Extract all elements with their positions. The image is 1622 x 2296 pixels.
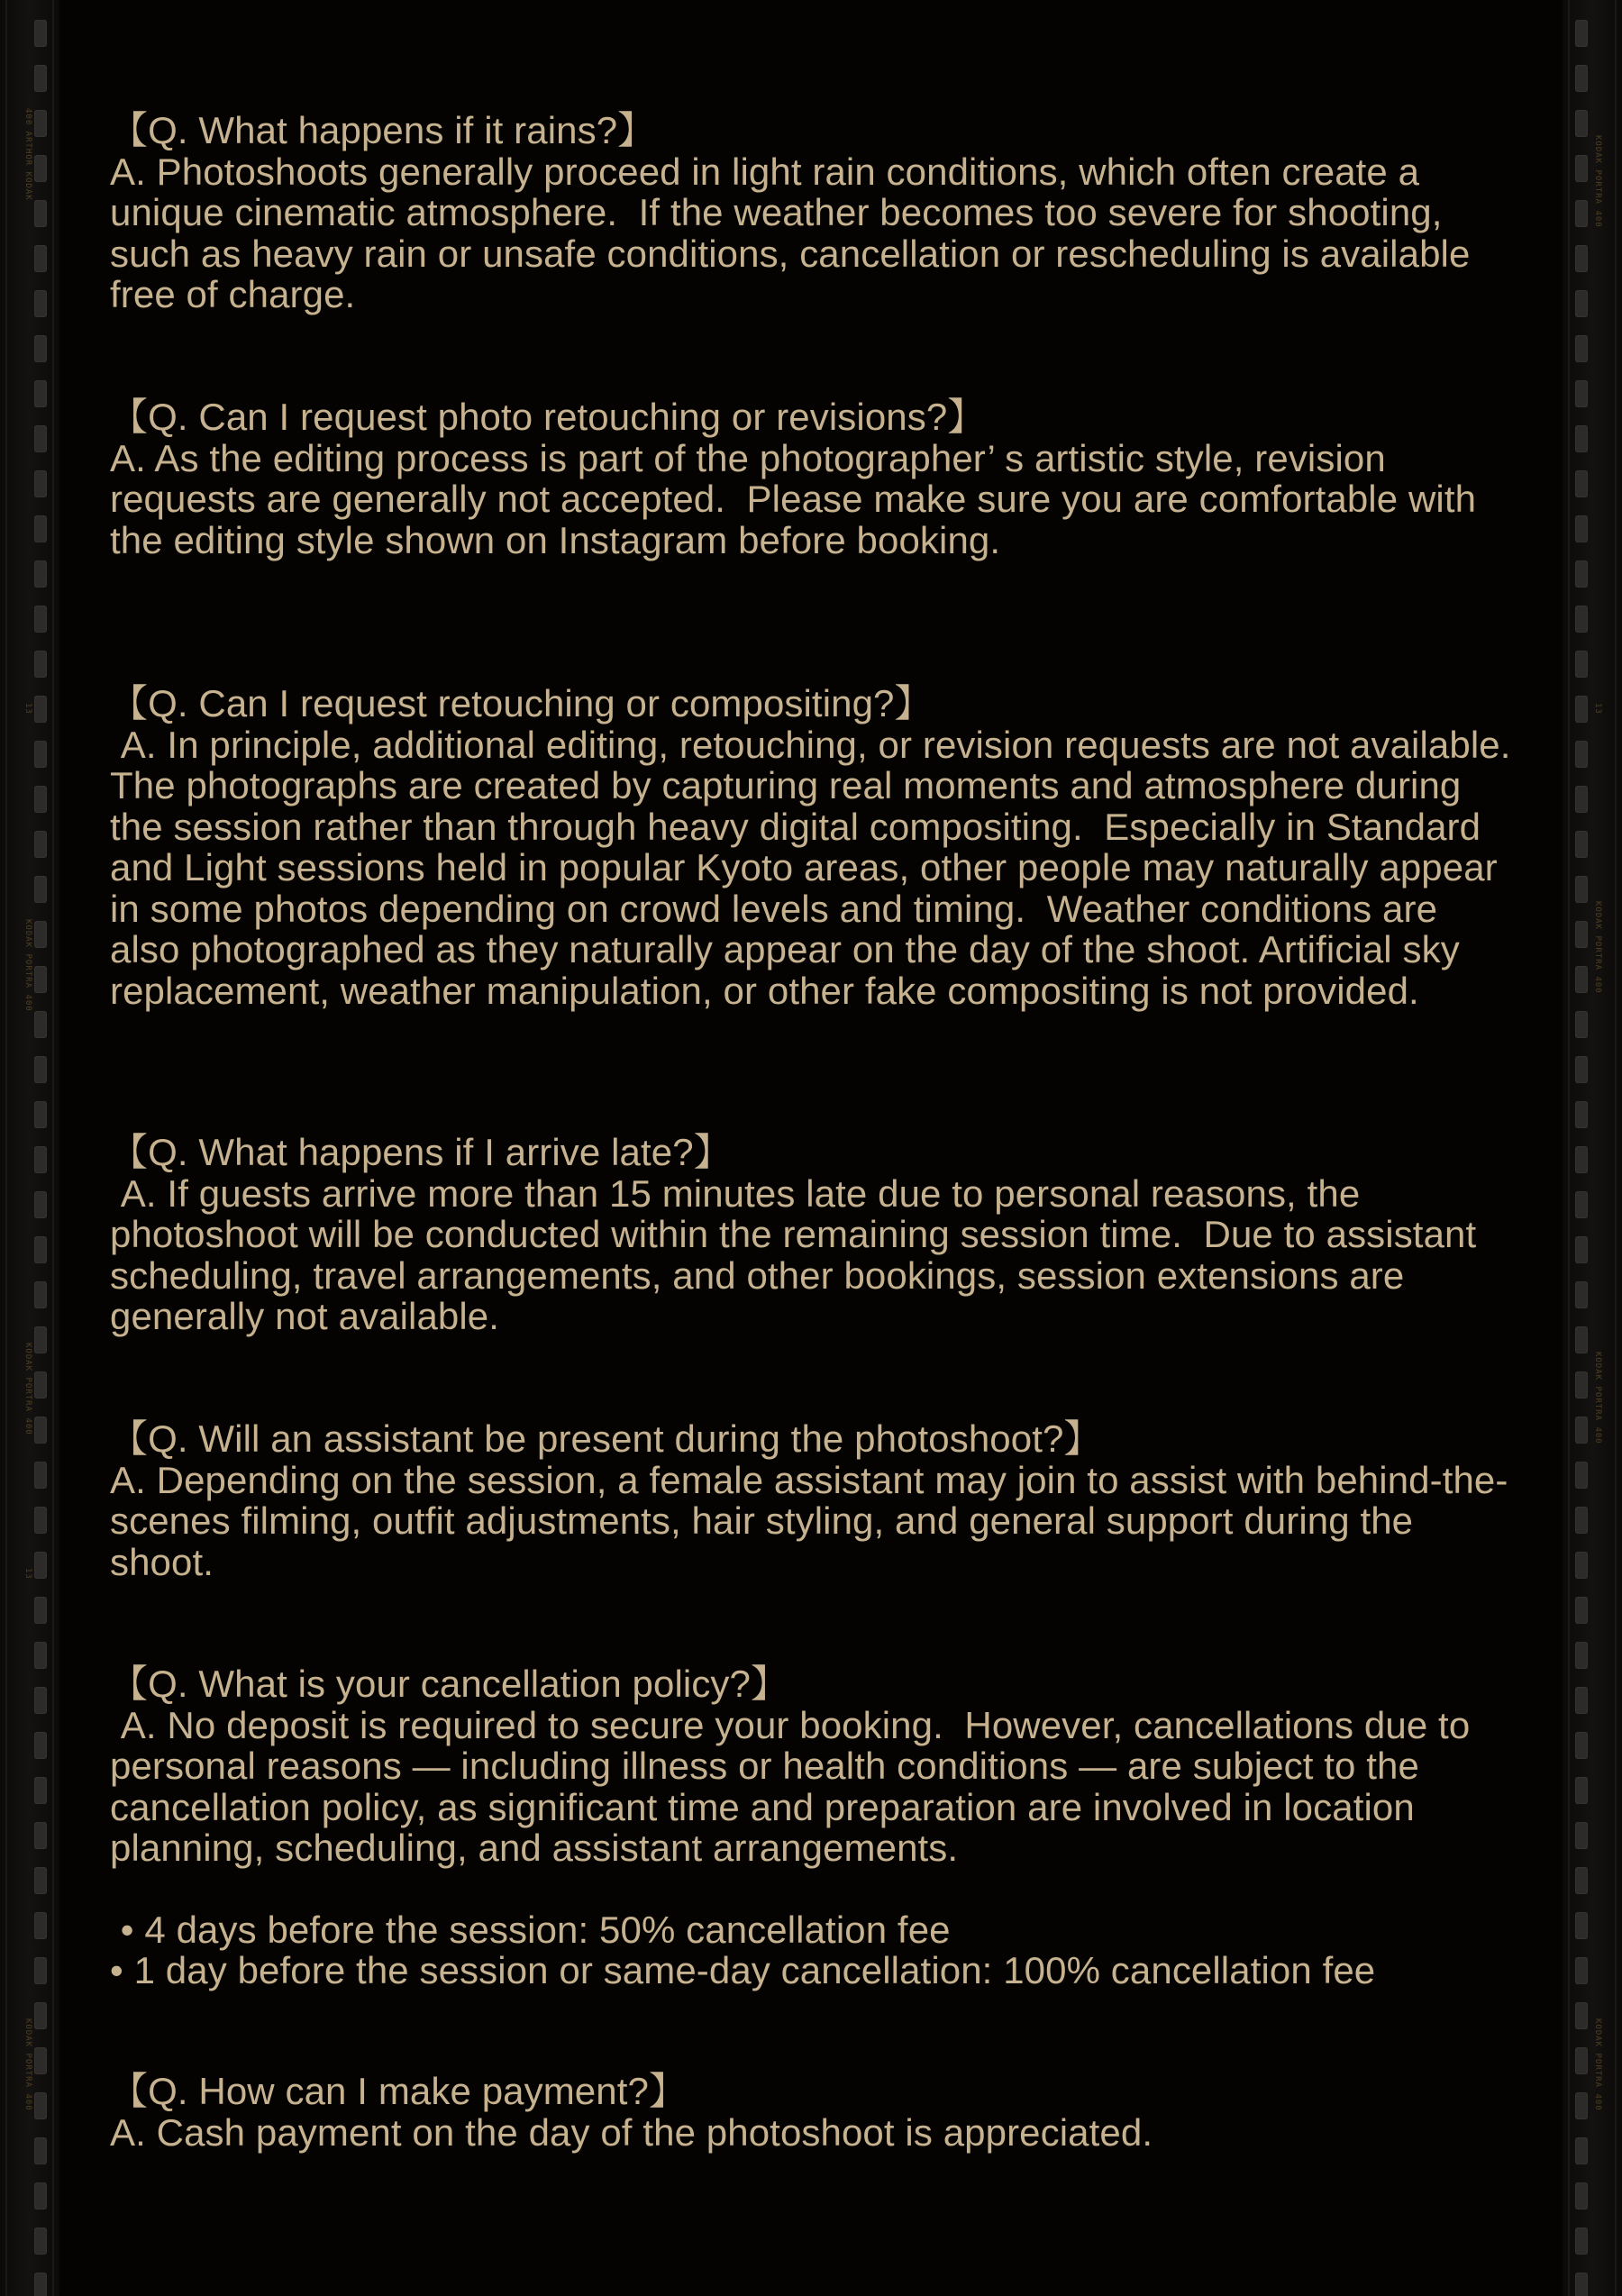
faq-question: 【Q. How can I make payment?】 — [110, 2070, 688, 2112]
film-sprocket-hole — [1575, 606, 1588, 633]
faq-question: 【Q. What happens if I arrive late?】 — [110, 1131, 732, 1173]
film-sprocket-hole — [1575, 470, 1588, 497]
film-sprocket-hole — [34, 921, 47, 948]
film-sprocket-hole — [34, 606, 47, 633]
film-sprocket-hole — [1575, 1732, 1588, 1759]
film-edge-right — [1563, 0, 1622, 2296]
film-sprocket-hole — [1575, 921, 1588, 948]
film-sprocket-hole — [34, 1957, 47, 1984]
film-sprocket-hole — [34, 2137, 47, 2164]
edge-print: KODAK PORTRA 400 — [1593, 135, 1602, 228]
film-sprocket-hole — [1575, 335, 1588, 362]
faq-item-payment — [110, 2071, 1516, 2153]
faq-item-retouching-revisions — [110, 396, 1516, 560]
film-sprocket-hole — [1575, 200, 1588, 227]
faq-item-retouching-compositing — [110, 682, 1532, 1012]
film-sprocket-hole — [1575, 515, 1588, 542]
film-sprocket-hole — [1575, 2273, 1588, 2296]
faq-item-cancellation — [110, 1663, 1516, 1991]
faq-question: 【Q. Can I request photo retouching or revisions?】 — [110, 396, 986, 438]
film-sprocket-hole — [1575, 1912, 1588, 1939]
faq-question: 【Q. What happens if it rains?】 — [110, 109, 656, 151]
film-sprocket-hole — [1575, 2182, 1588, 2209]
film-sprocket-hole — [34, 20, 47, 47]
edge-print: KODAK PORTRA 400 — [23, 2018, 32, 2111]
film-sprocket-hole — [34, 1326, 47, 1353]
film-sprocket-hole — [34, 1146, 47, 1173]
film-sprocket-hole — [34, 1236, 47, 1263]
film-sprocket-hole — [34, 1912, 47, 1939]
faq-answer: A. In principle, additional editing, retouching, or revision requests are not available. The photographs are created by capturing real moments and atmosphere during the session rather than through heavy digital compositing. Especially in Standard and Light sessions held in popular Kyoto areas, other people may naturally appear in some photos depending on crowd levels and timing. Weather conditions are also photographed as they naturally appear on the day of the shoot. Artificial sky replacement, weather manipulation, or other fake compositing is not provided. — [110, 723, 1532, 1012]
film-sprocket-hole — [34, 515, 47, 542]
film-sprocket-hole — [34, 380, 47, 407]
film-sprocket-hole — [34, 1462, 47, 1489]
edge-print: KODAK PORTRA 400 — [1593, 1352, 1602, 1444]
edge-print: 13 — [23, 703, 32, 715]
film-edge-left — [0, 0, 59, 2296]
film-sprocket-hole — [34, 1597, 47, 1624]
list-item: • 4 days before the session: 50% cancellation fee — [110, 1908, 951, 1951]
film-sprocket-hole — [1575, 110, 1588, 137]
film-sprocket-hole — [1575, 1462, 1588, 1489]
film-sprocket-hole — [34, 1191, 47, 1218]
film-sprocket-hole — [34, 1867, 47, 1894]
film-sprocket-hole — [1575, 2137, 1588, 2164]
film-sprocket-hole — [1575, 1101, 1588, 1128]
edge-line — [52, 0, 54, 2296]
film-sprocket-hole — [1575, 1371, 1588, 1399]
film-sprocket-hole — [34, 876, 47, 903]
film-sprocket-hole — [34, 696, 47, 723]
film-sprocket-hole — [34, 1417, 47, 1444]
film-sprocket-hole — [34, 245, 47, 272]
film-sprocket-hole — [34, 1507, 47, 1534]
film-sprocket-hole — [34, 1822, 47, 1849]
film-sprocket-hole — [1575, 1957, 1588, 1984]
film-sprocket-hole — [1575, 1056, 1588, 1083]
film-sprocket-hole — [34, 2228, 47, 2255]
film-sprocket-hole — [1575, 831, 1588, 858]
film-sprocket-hole — [34, 2182, 47, 2209]
film-sprocket-hole — [34, 290, 47, 317]
film-sprocket-hole — [34, 110, 47, 137]
film-sprocket-hole — [1575, 1507, 1588, 1534]
film-sprocket-hole — [34, 1281, 47, 1308]
edge-line — [1615, 0, 1617, 2296]
film-sprocket-hole — [34, 831, 47, 858]
film-sprocket-hole — [1575, 245, 1588, 272]
faq-item-rain — [110, 110, 1516, 315]
edge-print: 13 — [23, 1568, 32, 1580]
film-sprocket-hole — [1575, 1191, 1588, 1218]
film-sprocket-hole — [1575, 1687, 1588, 1714]
edge-print: KODAK PORTRA 400 — [23, 919, 32, 1012]
faq-answer: A. Photoshoots generally proceed in light rain conditions, which often create a unique cinematic atmosphere. If the weather becomes too severe for shooting, such as heavy rain or unsafe conditions, cancellation or rescheduling is available free of charge. — [110, 150, 1481, 315]
faq-answer: A. As the editing process is part of the photographer’ s artistic style, revision requests are generally not accepted. Please make sure you are comfortable with the editing style shown on Instagram before booking. — [110, 436, 1487, 561]
film-sprocket-hole — [1575, 155, 1588, 182]
film-sprocket-hole — [1575, 1597, 1588, 1624]
film-sprocket-hole — [1575, 1777, 1588, 1804]
film-sprocket-hole — [34, 2047, 47, 2074]
edge-line — [1568, 0, 1570, 2296]
film-sprocket-hole — [1575, 290, 1588, 317]
film-sprocket-hole — [34, 1101, 47, 1128]
film-sprocket-hole — [34, 1056, 47, 1083]
film-sprocket-hole — [34, 741, 47, 768]
film-sprocket-hole — [1575, 1417, 1588, 1444]
film-sprocket-hole — [34, 1732, 47, 1759]
faq-question: 【Q. Will an assistant be present during the photoshoot?】 — [110, 1417, 1102, 1460]
film-sprocket-hole — [34, 335, 47, 362]
film-sprocket-hole — [34, 651, 47, 678]
film-sprocket-hole — [1575, 651, 1588, 678]
film-sprocket-hole — [34, 1371, 47, 1399]
faq-answer: A. Cash payment on the day of the photoshoot is appreciated. — [110, 2110, 1153, 2154]
film-sprocket-hole — [34, 560, 47, 588]
edge-print: KODAK PORTRA 400 — [1593, 2018, 1602, 2111]
film-sprocket-hole — [1575, 1236, 1588, 1263]
film-sprocket-hole — [34, 1011, 47, 1038]
film-sprocket-hole — [34, 425, 47, 452]
edge-print: 400 ARTHOR KODAK — [23, 108, 32, 201]
film-sprocket-hole — [34, 2092, 47, 2119]
cancellation-fee-list — [110, 1909, 1516, 1991]
film-sprocket-hole — [34, 786, 47, 813]
film-sprocket-hole — [1575, 1326, 1588, 1353]
edge-line — [5, 0, 7, 2296]
film-sprocket-hole — [1575, 1011, 1588, 1038]
faq-item-assistant — [110, 1418, 1516, 1582]
faq-item-arrive-late — [110, 1132, 1516, 1337]
film-sprocket-hole — [34, 1777, 47, 1804]
faq-answer: A. If guests arrive more than 15 minutes late due to personal reasons, the photoshoot will be conducted within the remaining session time. Due to assistant scheduling, travel arrangements, and other bookings, session extensions are generally not available. — [110, 1171, 1488, 1337]
film-sprocket-hole — [34, 470, 47, 497]
film-sprocket-hole — [1575, 1642, 1588, 1669]
film-sprocket-hole — [1575, 741, 1588, 768]
film-sprocket-hole — [34, 2002, 47, 2029]
film-sprocket-hole — [1575, 2002, 1588, 2029]
faq-question: 【Q. Can I request retouching or compositing?】 — [110, 682, 933, 724]
film-sprocket-hole — [1575, 966, 1588, 993]
film-sprocket-hole — [1575, 20, 1588, 47]
film-sprocket-hole — [1575, 786, 1588, 813]
film-sprocket-hole — [34, 65, 47, 92]
film-sprocket-hole — [1575, 1146, 1588, 1173]
film-sprocket-hole — [1575, 425, 1588, 452]
film-sprocket-hole — [34, 966, 47, 993]
film-sprocket-hole — [34, 1687, 47, 1714]
film-sprocket-hole — [34, 1642, 47, 1669]
list-item: • 1 day before the session or same-day cancellation: 100% cancellation fee — [110, 1949, 1376, 1991]
edge-print: 13 — [1593, 703, 1602, 715]
film-sprocket-hole — [1575, 1822, 1588, 1849]
film-sprocket-hole — [34, 200, 47, 227]
film-sprocket-hole — [1575, 380, 1588, 407]
film-sprocket-hole — [1575, 1867, 1588, 1894]
edge-print: KODAK PORTRA 400 — [1593, 901, 1602, 994]
film-sprocket-hole — [1575, 2047, 1588, 2074]
faq-question: 【Q. What is your cancellation policy?】 — [110, 1663, 789, 1705]
film-sprocket-hole — [1575, 696, 1588, 723]
edge-print: KODAK PORTRA 400 — [23, 1343, 32, 1435]
film-sprocket-hole — [1575, 2228, 1588, 2255]
film-sprocket-hole — [1575, 65, 1588, 92]
film-sprocket-hole — [34, 1552, 47, 1579]
faq-answer: A. Depending on the session, a female assistant may join to assist with behind-the-scenes filming, outfit adjustments, hair styling, and general support during the shoot. — [110, 1458, 1508, 1583]
film-sprocket-hole — [1575, 560, 1588, 588]
film-sprocket-hole — [1575, 1552, 1588, 1579]
film-sprocket-hole — [1575, 1281, 1588, 1308]
film-sprocket-hole — [34, 2273, 47, 2296]
faq-answer: A. No deposit is required to secure your booking. However, cancellations due to personal reasons — including illness or health conditions — are subject to the cancellation policy, as significant time and preparation are involved in location planning, scheduling, and assistant arrangements. — [110, 1703, 1481, 1869]
film-sprocket-hole — [1575, 2092, 1588, 2119]
film-sprocket-hole — [1575, 876, 1588, 903]
film-sprocket-hole — [34, 155, 47, 182]
